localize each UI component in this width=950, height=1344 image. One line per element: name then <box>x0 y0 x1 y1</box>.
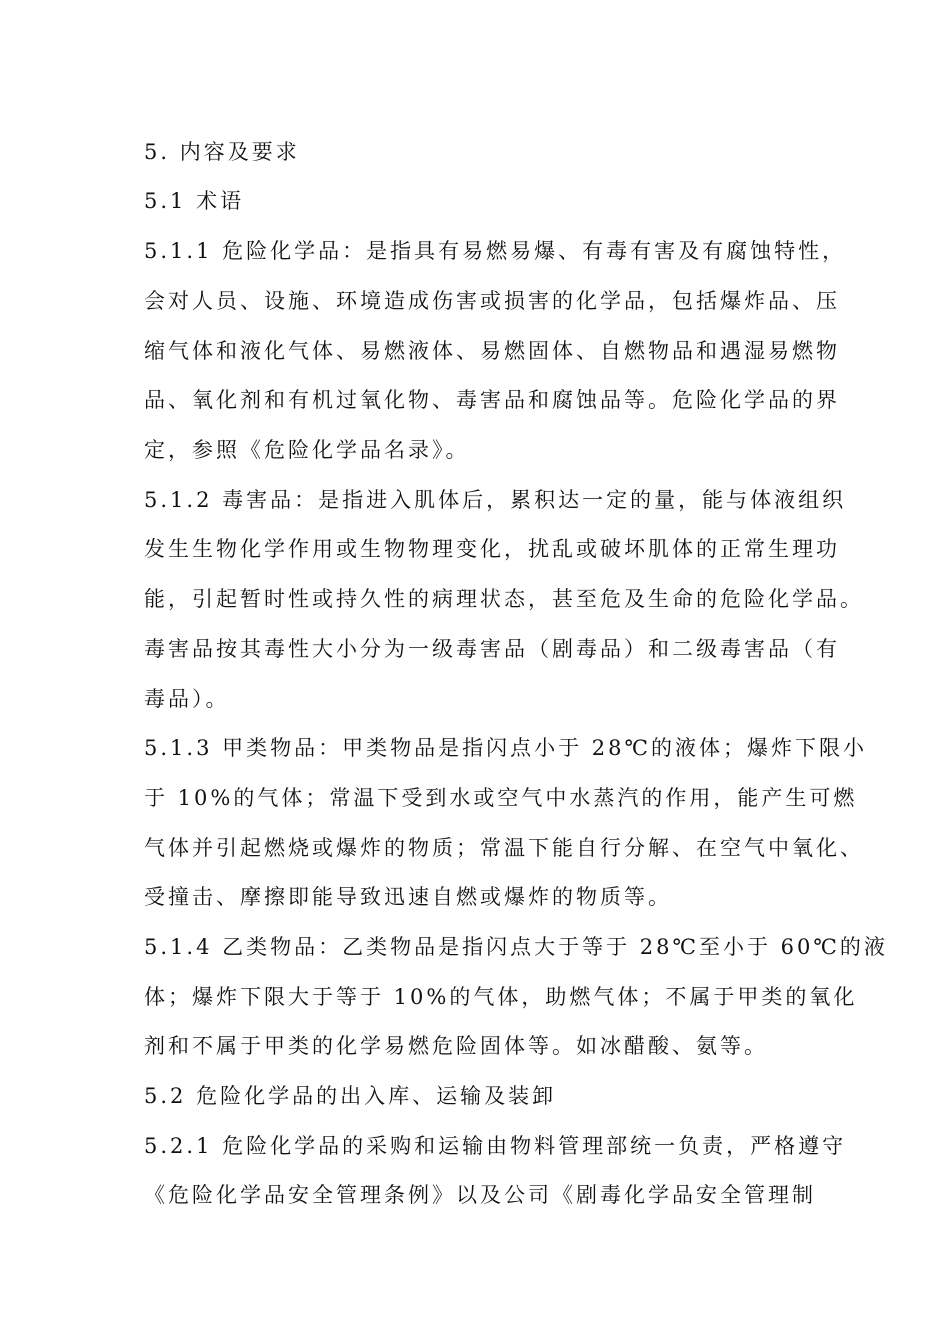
para-5-1-4-line-3: 剂和不属于甲类的化学易燃危险固体等。如冰醋酸、氨等。 <box>144 1034 768 1058</box>
para-5-1-3-line-3: 气体并引起燃烧或爆炸的物质；常温下能自行分解、在空气中氧化、 <box>144 836 864 860</box>
para-5-1-3-line-1: 5.1.3 甲类物品：甲类物品是指闪点小于 28℃的液体；爆炸下限小 <box>144 736 867 760</box>
para-5-1-1-line-4: 品、氧化剂和有机过氧化物、毒害品和腐蚀品等。危险化学品的界 <box>144 388 840 412</box>
para-5-1-1-line-5: 定，参照《危险化学品名录》。 <box>144 438 470 462</box>
para-5-1-2-line-1: 5.1.2 毒害品：是指进入肌体后，累积达一定的量，能与体液组织 <box>144 488 847 512</box>
para-5-1-2-line-2: 发生生物化学作用或生物物理变化，扰乱或破坏肌体的正常生理功 <box>144 537 840 561</box>
para-5-2-1-line-2: 《危险化学品安全管理条例》以及公司《剧毒化学品安全管理制 <box>144 1183 816 1207</box>
para-5-1-4-line-1: 5.1.4 乙类物品：乙类物品是指闪点大于等于 28℃至小于 60℃的液 <box>144 935 888 959</box>
para-5-1-1-line-3: 缩气体和液化气体、易燃液体、易燃固体、自燃物品和遇湿易燃物 <box>144 339 840 363</box>
para-5-1-1-line-1: 5.1.1 危险化学品：是指具有易燃易爆、有毒有害及有腐蚀特性， <box>144 239 847 263</box>
para-5-1-3-line-4: 受撞击、摩擦即能导致迅速自燃或爆炸的物质等。 <box>144 885 672 909</box>
para-5-1-1-line-2: 会对人员、设施、环境造成伤害或损害的化学品，包括爆炸品、压 <box>144 289 840 313</box>
para-5-1-2-line-3: 能，引起暂时性或持久性的病理状态，甚至危及生命的危险化学品。 <box>144 587 864 611</box>
para-5-1-2-line-5: 毒品）。 <box>144 687 230 711</box>
heading-5-2: 5.2 危险化学品的出入库、运输及装卸 <box>144 1084 557 1108</box>
para-5-1-4-line-2: 体；爆炸下限大于等于 10%的气体，助燃气体；不属于甲类的氧化 <box>144 985 858 1009</box>
para-5-1-3-line-2: 于 10%的气体；常温下受到水或空气中水蒸汽的作用，能产生可燃 <box>144 786 858 810</box>
para-5-2-1-line-1: 5.2.1 危险化学品的采购和运输由物料管理部统一负责，严格遵守 <box>144 1134 847 1158</box>
heading-5-1: 5.1 术语 <box>144 189 245 213</box>
heading-5: 5. 内容及要求 <box>144 140 300 164</box>
para-5-1-2-line-4: 毒害品按其毒性大小分为一级毒害品（剧毒品）和二级毒害品（有 <box>144 637 840 661</box>
